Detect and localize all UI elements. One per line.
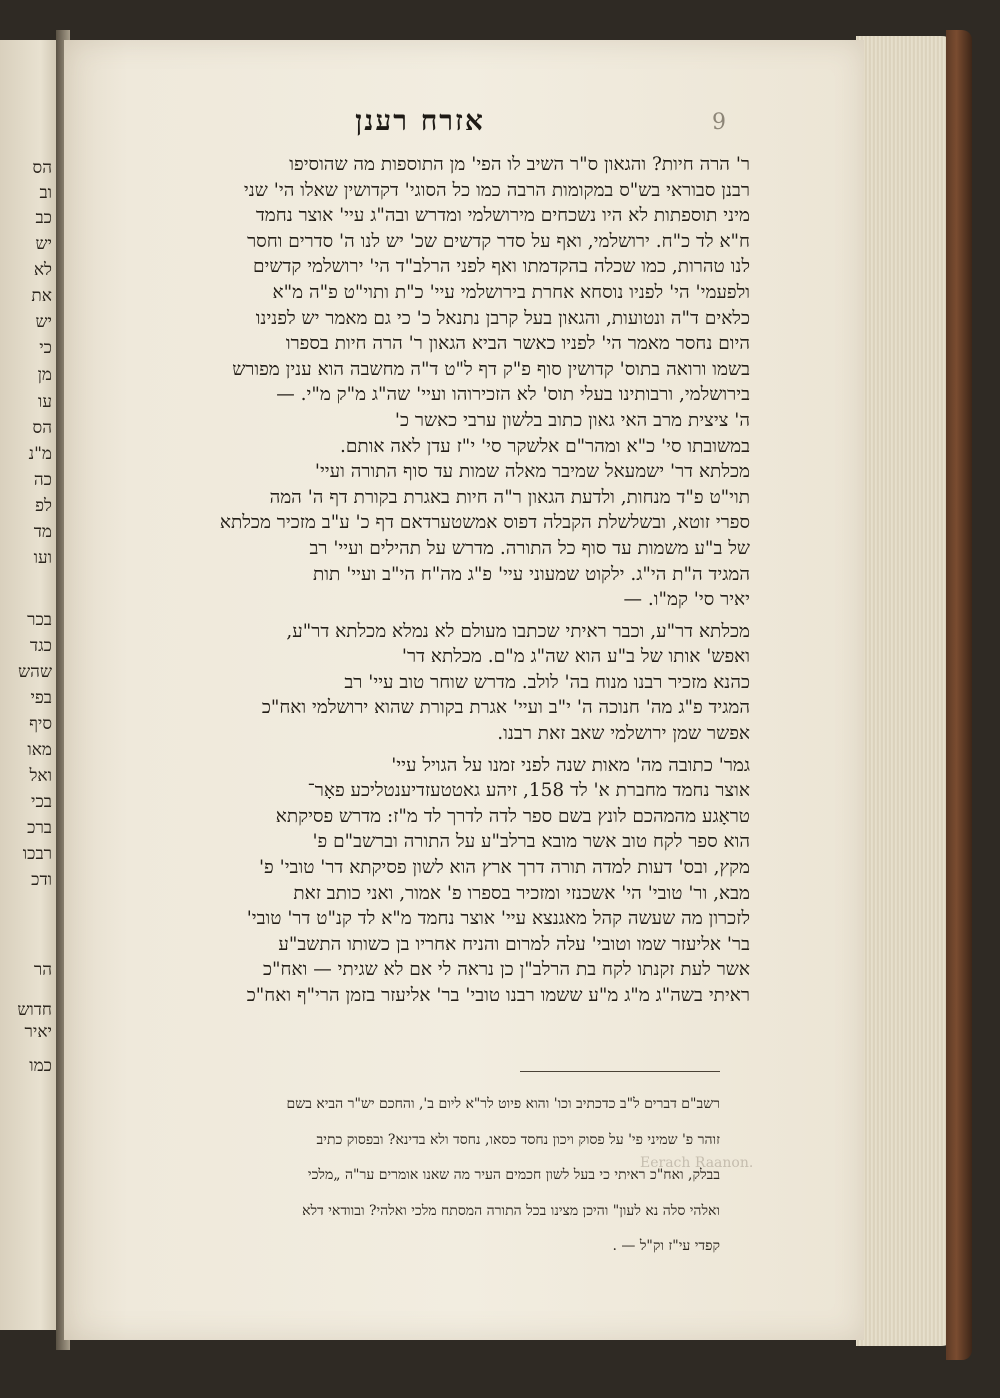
left-page-line: כב — [35, 208, 52, 228]
left-page-line: חדוש — [17, 1000, 52, 1020]
text-line: במשובתו סי' כ"א ומהר"ם אלשקר סי' י"ז עדן לאה אותם. — [339, 435, 750, 457]
text-line: היום נחסר מאמר הי' לפניו כאשר הביא הגאון ר' הרה חיות בספרו — [285, 333, 750, 355]
text-line: כהנא מזכיר רבנו מנוח בה' לולב. מדרש שוחר טוב עיי' רב — [344, 671, 750, 693]
left-page-line: הר — [33, 960, 52, 980]
body-text — [104, 152, 750, 1009]
text-line: רבנן סבוראי בש"ס במקומות הרבה כמו כל הסוגי' דקדושין שאלו הי' שני — [243, 179, 750, 201]
book-cover-edge — [946, 30, 972, 1360]
left-page-line: לא — [33, 260, 52, 280]
text-line: קפדי עי"ז וק"ל — . — [612, 1238, 720, 1254]
text-line: המגיד ה"ת הי"ג. ילקוט שמעוני עיי' פ"ג מה"ח הי"ב ועיי' תות — [313, 563, 750, 585]
text-line: מיני תוספתות לא היו נשכחים מירושלמי ומדרש ובה"ג עיי' אוצר נחמד — [255, 205, 750, 227]
text-line: ראיתי בשה"ג מ"ג מ"ע ששמו רבנו טובי' בר' אליעזר בזמן הרי"ף ואח"כ — [246, 985, 750, 1006]
text-line: מכלתא דר' ישמעאל שמיבר מאלה שמות עד סוף התורה ועיי' — [314, 461, 750, 483]
left-page-line: מ"נ — [28, 444, 52, 464]
left-page-line: ודכ — [31, 870, 52, 890]
text-line: ואלהי סלה נא לעון" והיכן מצינו בכל התורה המסתח מלכי ואלהי? ובוודאי דלא — [302, 1202, 720, 1219]
text-line: אוצר נחמד מחברת א' לד 158, זיהע גאטטעזדיענטליכע פאָר־ — [307, 780, 750, 802]
footnote-rule — [520, 1071, 720, 1072]
text-line: לזכרון מה שעשה קהל מאגנצא עיי' אוצר נחמד מ"א לד קנ"ט דר' טובי' — [246, 908, 750, 930]
text-line: תוי"ט פ"ד מנחות, ולדעת הגאון ר"ה חיות באגרת בקורת דף ה' המה — [269, 486, 750, 508]
running-head: אזרח רענן — [355, 104, 485, 137]
left-page-line: רבכו — [22, 844, 52, 864]
left-page-line: בפי — [30, 688, 52, 708]
left-page-line: מאו — [27, 740, 52, 760]
text-line: מכלתא דר"ע, וכבר ראיתי שכתבו מעולם לא נמלא מכלתא דר"ע, — [286, 620, 750, 642]
text-line: גמר' כתובה מה' מאות שנה לפני זמנו על הגויל עיי' — [391, 754, 750, 776]
text-line: של ב"ע משמות עד סוף כל התורה. מדרש על תהילים ועיי' רב — [309, 537, 750, 559]
left-page-line: כה — [33, 470, 52, 490]
paragraph-1 — [104, 152, 750, 613]
text-line: יאיר סי' קמ"ו. — — [623, 589, 750, 611]
page-number: 9 — [712, 110, 726, 135]
left-page-fragment — [0, 40, 58, 1330]
text-line: טראָגע מהמהכם לונץ בשם ספר לדה לדרך לד מ"ז: מדרש פסיקתא — [275, 805, 750, 827]
text-line: בבלק, ואח"כ ראיתי כי בעל לשון חכמים העיר מה שאנו אומרים ער"ה „מלכי — [307, 1167, 720, 1183]
text-line: ח"א לד כ"ח. ירושלמי, ואף על סדר קדשים שכ' יש לנו ה' סדרים וחסר — [247, 230, 750, 252]
text-line: רשב"ם דברים ל"ב כדכתיב וכו' והוא פיוט לר"א ליום ב', והחכם יש"ר הביא בשם — [286, 1096, 720, 1112]
text-line: מבא, ור' טובי' הי' אשכנזי ומזכיר בספרו פ' אמור, ואני כותב זאת — [293, 882, 750, 904]
text-line: זוהר פ' שמיני פי' על פסוק ויכון נחסד כסאו, נחסד ולא בדינא? ובפסוק כתיב — [316, 1131, 720, 1148]
text-line: ה' ציצית מרב האי גאון כתוב בלשון ערבי כאשר כ' — [394, 409, 750, 431]
left-page-line: יאיר — [24, 1022, 52, 1042]
footnote — [108, 1080, 720, 1272]
left-page-line: יש — [35, 234, 52, 254]
paragraph-3 — [104, 753, 750, 1009]
text-line: אפשר שמן ירושלמי שאב זאת רבנו. — [497, 723, 750, 745]
text-line: אשר לעת זקנתו לקח בת הרלב"ן כן נראה לי אם לא שגיתי — ואח"כ — [263, 959, 750, 981]
text-line: ספרי זוטא, ובשלשלת הקבלה דפוס אמשטערדאם דף כ' ע"ב מזכיר מכלתא — [219, 512, 750, 534]
text-line: ר' הרה חיות? והגאון ס"ר השיב לו הפי' מן התוספות מה שהוסיפו — [289, 154, 750, 175]
text-line: מקץ, ובס' דעות למדה תורה דרך ארץ הוא לשון פסיקתא דר' טובי' פ' — [258, 857, 750, 879]
left-page-line: שהש — [18, 662, 52, 682]
left-page-line: עו — [38, 392, 52, 412]
text-line: בר' אליעזר שמו וטובי' עלה למרום והניח אחריו בן כשותו התשב"ע — [278, 933, 750, 955]
left-page-line: כי — [39, 338, 52, 358]
left-page-line: בכי — [31, 792, 52, 812]
text-line: לנו טהרות, כמו שכלה בהקדמתו ואף לפני הרלב"ד הי' ירושלמי קדשים — [253, 256, 750, 278]
text-line: הוא ספר לקח טוב אשר מובא ברלב"ע על התורה וברשב"ם פ' — [312, 831, 750, 853]
text-line: המגיד פ"ג מה' חנוכה ה' י"ב ועיי' אגרת בקורת שהוא ירושלמי ואח"כ — [261, 697, 750, 719]
left-page-line: את — [31, 286, 52, 306]
left-page-line: הס — [32, 418, 52, 438]
text-line: כלאים ד"ה ונטועות, והגאון בעל קרבן נתנאל כ' כי גם מאמר יש לפנינו — [255, 307, 750, 329]
left-page-line: סיף — [29, 714, 52, 734]
page-edges — [856, 36, 956, 1346]
text-line: ואפש' אותו של ב"ע הוא שה"ג מ"ם. מכלתא דר' — [401, 646, 750, 668]
left-page-line: וב — [39, 183, 52, 203]
left-page-line: כגד — [29, 636, 52, 656]
left-page-line: מן — [37, 365, 52, 385]
left-page-line: ועו — [33, 548, 52, 568]
bleed-through-text: Eerach Raanon. — [640, 1155, 754, 1171]
text-line: בירושלמי, ורבותינו בעלי תוס' לא הזכירוהו ועיי' שה"ג מ"ק מ"י. — — [276, 384, 750, 406]
text-line: ולפעמי' הי' לפניו נוסחא אחרת בירושלמי עיי' כ"ת ותוי"ט פ"ה מ"א — [272, 281, 750, 303]
left-page-line: הס — [32, 158, 52, 178]
text-line: בשמו ורואה בתוס' קדושין סוף פ"ק דף ל"ט ד"ה מחשבה הוא ענין מפורש — [232, 358, 750, 380]
left-page-line: לפ — [35, 496, 52, 516]
left-page-line: יש — [35, 312, 52, 332]
left-page-line: בכר — [27, 610, 52, 630]
left-page-line: כמו — [29, 1056, 52, 1076]
left-page-line: ואל — [29, 766, 52, 786]
left-page-line: מד — [33, 522, 52, 542]
paragraph-2 — [104, 619, 750, 747]
left-page-line: ברכ — [27, 818, 52, 838]
